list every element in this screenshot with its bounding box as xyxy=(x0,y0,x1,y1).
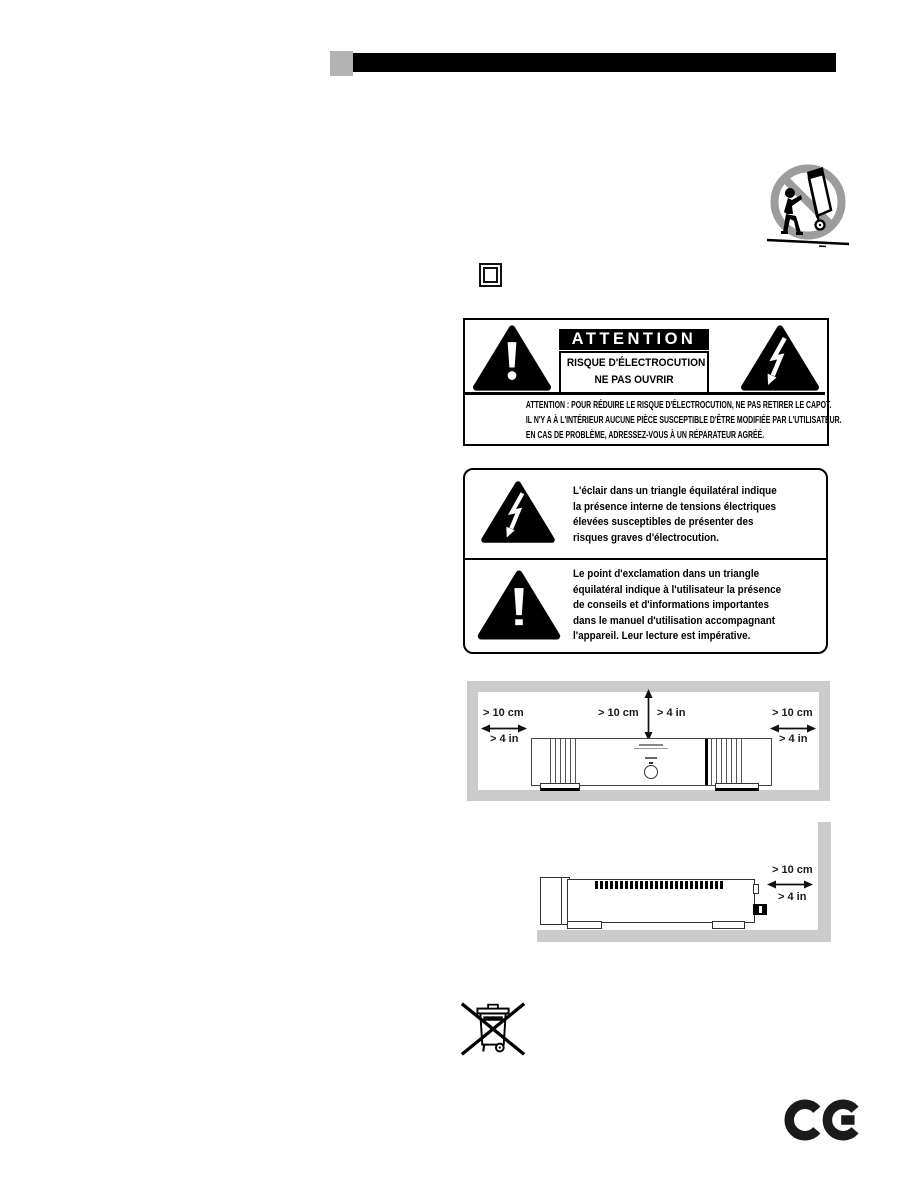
exclamation-triangle-icon xyxy=(473,568,565,642)
attention-body-line: ATTENTION : POUR RÉDUIRE LE RISQUE D'ÉLECTROCUTION, NE PAS RETIRER LE CAPOT. xyxy=(525,399,832,411)
attention-body-line: IL N'Y A À L'INTÉRIEUR AUCUNE PIÈCE SUSCEPTIBLE D'ÊTRE MODIFIÉE PAR L'UTILISATEUR. xyxy=(525,414,842,426)
panel-edge-line xyxy=(561,878,562,924)
wall-surface xyxy=(818,822,831,942)
safety-info-box xyxy=(463,468,828,654)
text-line: Le point d'exclamation dans un triangle xyxy=(573,568,760,580)
clearance-rear-in: > 4 in xyxy=(778,891,807,903)
amplifier-front-panel-side xyxy=(540,877,570,925)
ce-mark-icon xyxy=(784,1096,866,1144)
lightning-triangle-icon xyxy=(737,323,823,393)
text-line: de conseils et d'informations importantes xyxy=(573,599,769,611)
attention-divider xyxy=(463,392,825,395)
clearance-left-in: > 4 in xyxy=(490,733,519,745)
brand-logo-mark xyxy=(639,744,663,746)
top-vent-slots xyxy=(595,881,723,889)
attention-subtitle-box xyxy=(559,351,709,395)
attention-body-text xyxy=(465,398,842,443)
heatsink-fins-right xyxy=(711,739,744,785)
amplifier-side-view xyxy=(567,879,755,923)
info-box-divider xyxy=(465,558,826,560)
class-ii-inner-square xyxy=(483,267,498,283)
header-black-bar xyxy=(353,53,836,72)
clearance-top-cm: > 10 cm xyxy=(598,707,639,719)
amplifier-foot xyxy=(540,783,580,791)
class-ii-icon xyxy=(479,263,502,287)
panel-divider-line xyxy=(705,739,708,785)
power-knob xyxy=(644,765,658,779)
amplifier-front-view xyxy=(531,738,772,786)
text-line: élevées susceptibles de présenter des xyxy=(573,516,754,528)
power-button-mark xyxy=(649,762,653,764)
text-line: L'éclair dans un triangle équilatéral indique xyxy=(573,485,777,497)
text-line: risques graves d'électrocution. xyxy=(573,531,719,544)
clearance-top-in: > 4 in xyxy=(657,707,686,719)
attention-subtitle-line1: RISQUE D'ÉLECTROCUTION xyxy=(566,357,706,369)
text-line: équilatéral indique à l'utilisateur la présence xyxy=(573,583,782,596)
text-line: dans le manuel d'utilisation accompagnant xyxy=(573,614,776,627)
exclamation-explanation xyxy=(573,567,823,645)
no-hand-truck-icon xyxy=(763,162,853,248)
power-connector xyxy=(753,904,767,915)
clearance-left-cm: > 10 cm xyxy=(483,707,524,719)
model-text-mark xyxy=(634,748,668,749)
exclamation-triangle-icon xyxy=(470,323,554,393)
header-tab-square xyxy=(330,51,353,76)
attention-warning-box xyxy=(463,318,842,446)
weee-bin-icon xyxy=(455,1000,531,1060)
rear-tab xyxy=(753,884,759,894)
attention-title: ATTENTION xyxy=(559,329,709,350)
clearance-diagram-rear xyxy=(535,820,833,944)
text-line: l'appareil. Leur lecture est impérative. xyxy=(573,630,751,642)
lightning-explanation xyxy=(573,484,823,546)
heatsink-fins-left xyxy=(550,739,580,785)
attention-subtitle-line2: NE PAS OUVRIR xyxy=(594,374,674,386)
clearance-right-in: > 4 in xyxy=(779,733,808,745)
connector-slot xyxy=(759,906,762,913)
amplifier-foot xyxy=(712,921,745,929)
horizontal-arrow-icon xyxy=(767,879,813,890)
clearance-right-cm: > 10 cm xyxy=(772,707,813,719)
lightning-triangle-icon xyxy=(477,479,559,545)
attention-body-line: EN CAS DE PROBLÈME, ADRESSEZ-VOUS À UN RÉPARATEUR AGRÉÉ. xyxy=(525,429,765,441)
clearance-diagram-front xyxy=(467,681,830,801)
text-line: la présence interne de tensions électriques xyxy=(573,500,777,513)
floor-surface xyxy=(537,930,831,942)
led-indicator-mark xyxy=(645,757,657,759)
clearance-rear-cm: > 10 cm xyxy=(772,864,813,876)
vertical-arrow-icon xyxy=(643,689,654,741)
amplifier-foot xyxy=(715,783,759,791)
amplifier-foot xyxy=(567,921,602,929)
